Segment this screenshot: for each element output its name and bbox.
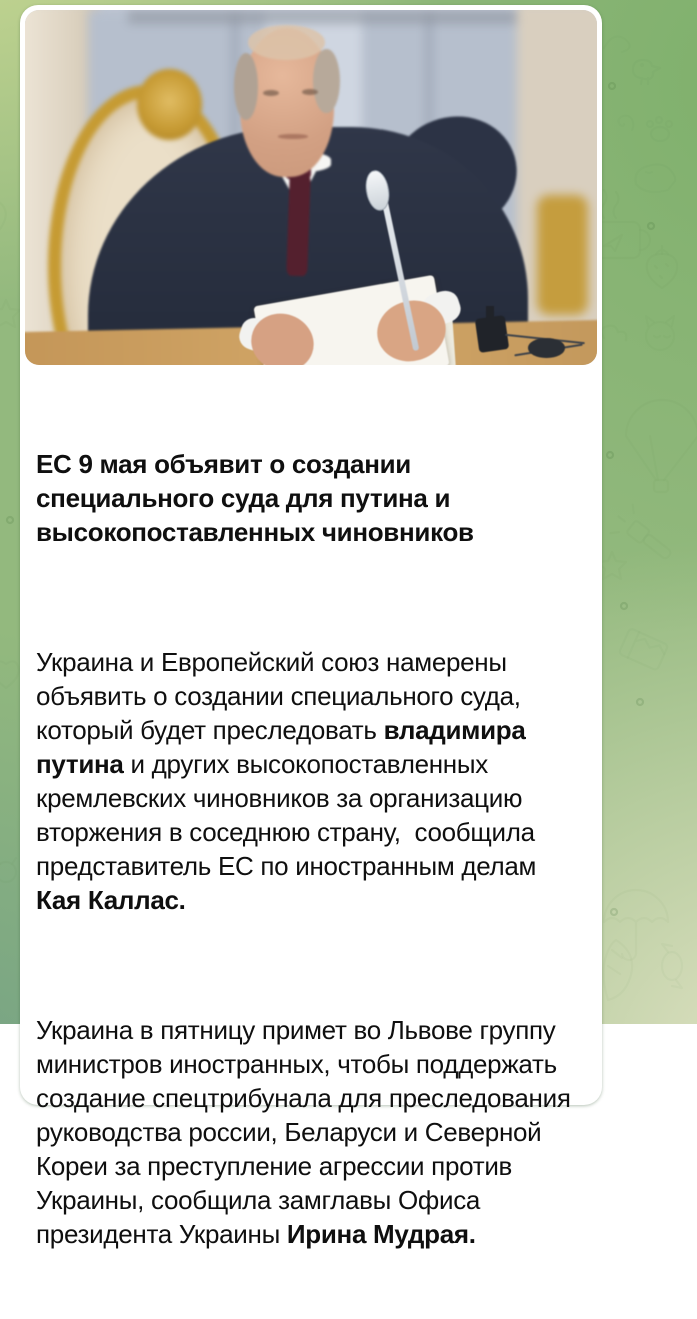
doodle-umbrella-icon <box>604 890 668 960</box>
doodle-star-icon <box>598 552 626 579</box>
photo-computer-mouse <box>528 338 565 358</box>
doodle-squiggle-icon <box>0 200 6 234</box>
doodle-flashlight-icon <box>607 502 680 570</box>
photo-foreground <box>25 10 597 365</box>
doodle-bee-icon <box>0 858 16 882</box>
doodle-squiggle-icon <box>604 36 630 52</box>
doodle-dot-icon <box>611 909 617 915</box>
doodle-candy-icon <box>662 944 682 988</box>
message-bubble <box>20 5 602 1249</box>
message-photo[interactable] <box>25 10 597 365</box>
doodle-heart-icon <box>0 661 19 688</box>
doodle-parachute-icon <box>626 400 697 492</box>
doodle-dot-icon <box>7 517 13 523</box>
doodle-dot-icon <box>637 699 643 705</box>
doodle-spiral-icon <box>618 116 633 130</box>
doodle-cat-icon <box>646 316 674 350</box>
doodle-leaf-icon <box>603 940 632 1000</box>
doodle-paw-icon <box>647 117 672 141</box>
doodle-whale-icon <box>636 164 676 192</box>
message-text <box>36 379 586 1319</box>
doodle-steam-icon <box>602 190 619 218</box>
message-title: ЕС 9 мая объявит о создании специального суда для путина и высокопоставленных чиновников <box>36 449 474 547</box>
doodle-dot-icon <box>607 452 613 458</box>
doodle-dot-icon <box>609 83 615 89</box>
doodle-dot-icon <box>648 223 654 229</box>
doodle-star-icon <box>0 300 20 327</box>
message-paragraph: Украина в пятницу примет во Львове группу министров иностранных, чтобы поддержать создание спецтрибунала для преследования руководства россии, Беларуси и Северной Кореи за преступление агрессии против Украины, сообщила замглавы Офиса президента Украины Ирина Мудрая. <box>36 1015 578 1249</box>
message-paragraph: Украина и Европейский союз намерены объявить о создании специального суда, который будет преследовать владимира путина и других высокопоставленных кремлевских чиновников за организацию вторжения в соседнюю страну, сообщила представитель ЕС по иностранным делам Кая Каллас. <box>36 647 544 915</box>
doodle-bunny-icon <box>602 326 627 340</box>
doodle-dot-icon <box>621 603 627 609</box>
doodle-duck-icon <box>633 60 660 84</box>
doodle-chocolate-icon <box>619 628 669 671</box>
doodle-strawberry-icon <box>647 246 677 288</box>
